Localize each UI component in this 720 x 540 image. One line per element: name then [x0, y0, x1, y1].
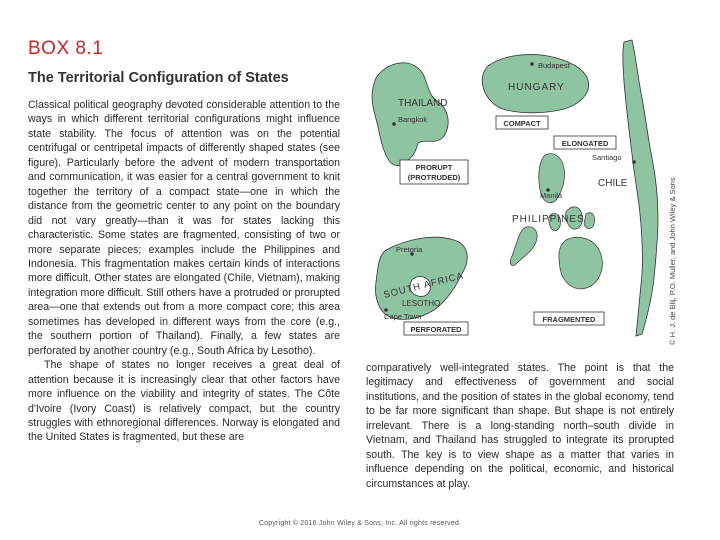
state-shapes-map — [356, 38, 684, 340]
label-lesotho: LESOTHO — [402, 299, 441, 308]
bangkok-dot — [392, 122, 396, 126]
tag-compact: COMPACT — [503, 119, 541, 128]
santiago-dot — [632, 160, 636, 164]
label-cape-town: Cape Town — [384, 312, 422, 321]
label-hungary: HUNGARY — [508, 82, 565, 93]
label-chile: CHILE — [598, 178, 628, 189]
body-text-right — [366, 361, 674, 491]
label-santiago: Santiago — [592, 153, 622, 162]
label-pretoria: Pretoria — [396, 245, 423, 254]
label-budapest: Budapest — [538, 61, 570, 70]
label-thailand: THAILAND — [398, 98, 448, 109]
label-south-africa: SOUTH AFRICA — [382, 270, 465, 301]
box-label: BOX 8.1 — [28, 38, 104, 59]
chile-shape — [623, 40, 658, 336]
tag-protruded: (PROTRUDED) — [407, 173, 461, 182]
budapest-dot — [530, 62, 534, 66]
paragraph: comparatively well-integrated states. The point is that the legitimacy and effectiveness of government and social institutions, and the position of states in the global economy, tend to be far more significant than shape. But shape is not entirely irrelevant. There is a long-standing north–south divide in Vietnam, and Thailand has struggled to integrate its prorupted south. The key is to view shape as a matter that varies in influence depending on the political, economic, and historical circumstances at play. — [366, 362, 674, 490]
figure-credit: © H. J. de Blij, P.O. Muller, and John Wiley & Sons — [668, 177, 677, 345]
paragraph: Classical political geography devoted considerable attention to the ways in which different territorial configurations might influence state stability. The focus of attention was on the potential centrifugal or centripetal impacts of differently shaped states (see figure). Particularly before the advent of modern transportation and communication, it was easier for a central government to knit together the territory of a compact state—one in which the distance from the geometric center to any point on the boundary did not vary greatly—than it was for states lacking this characteristic. Some states are fragmented, consisting of two or more separate pieces; examples include the Philippines and Indonesia. This fragmentation makes certain kinds of interactions more difficult. Other states are elongated (Chile, Vietnam), making integration more difficult. Still others have a protruded or prorupted area—one that extends out from a more compact core; this area sometimes has developed in different ways from the core (e.g., the southern portion of Thailand). Finally, a few states are perforated by another country (e.g., South Africa by Lesotho). — [28, 99, 340, 357]
box-title: The Territorial Configuration of States — [28, 70, 289, 86]
paragraph: The shape of states no longer receives a great deal of attention because it is increasingly clear that other factors have more influence on the viability and integrity of states. The Côte d'Ivoire (Ivory Coast) is relatively compact, but the country struggles with ethnoregional differences. Norway is elongated and the United States is fragmented, but these are — [28, 359, 340, 444]
label-philippines: PHILIPPINES — [512, 214, 585, 225]
tag-perforated: PERFORATED — [410, 325, 462, 334]
label-manila: Manila — [540, 191, 563, 200]
copyright-footer: Copyright © 2016 John Wiley & Sons, Inc. All rights reserved. — [258, 520, 462, 527]
body-text-left — [28, 98, 340, 445]
tag-fragmented: FRAGMENTED — [542, 315, 596, 324]
tag-prorupt: PRORUPT — [415, 163, 453, 172]
label-bangkok: Bangkok — [398, 115, 428, 124]
tag-elongated: ELONGATED — [561, 139, 609, 148]
state-shapes-figure — [356, 38, 684, 340]
